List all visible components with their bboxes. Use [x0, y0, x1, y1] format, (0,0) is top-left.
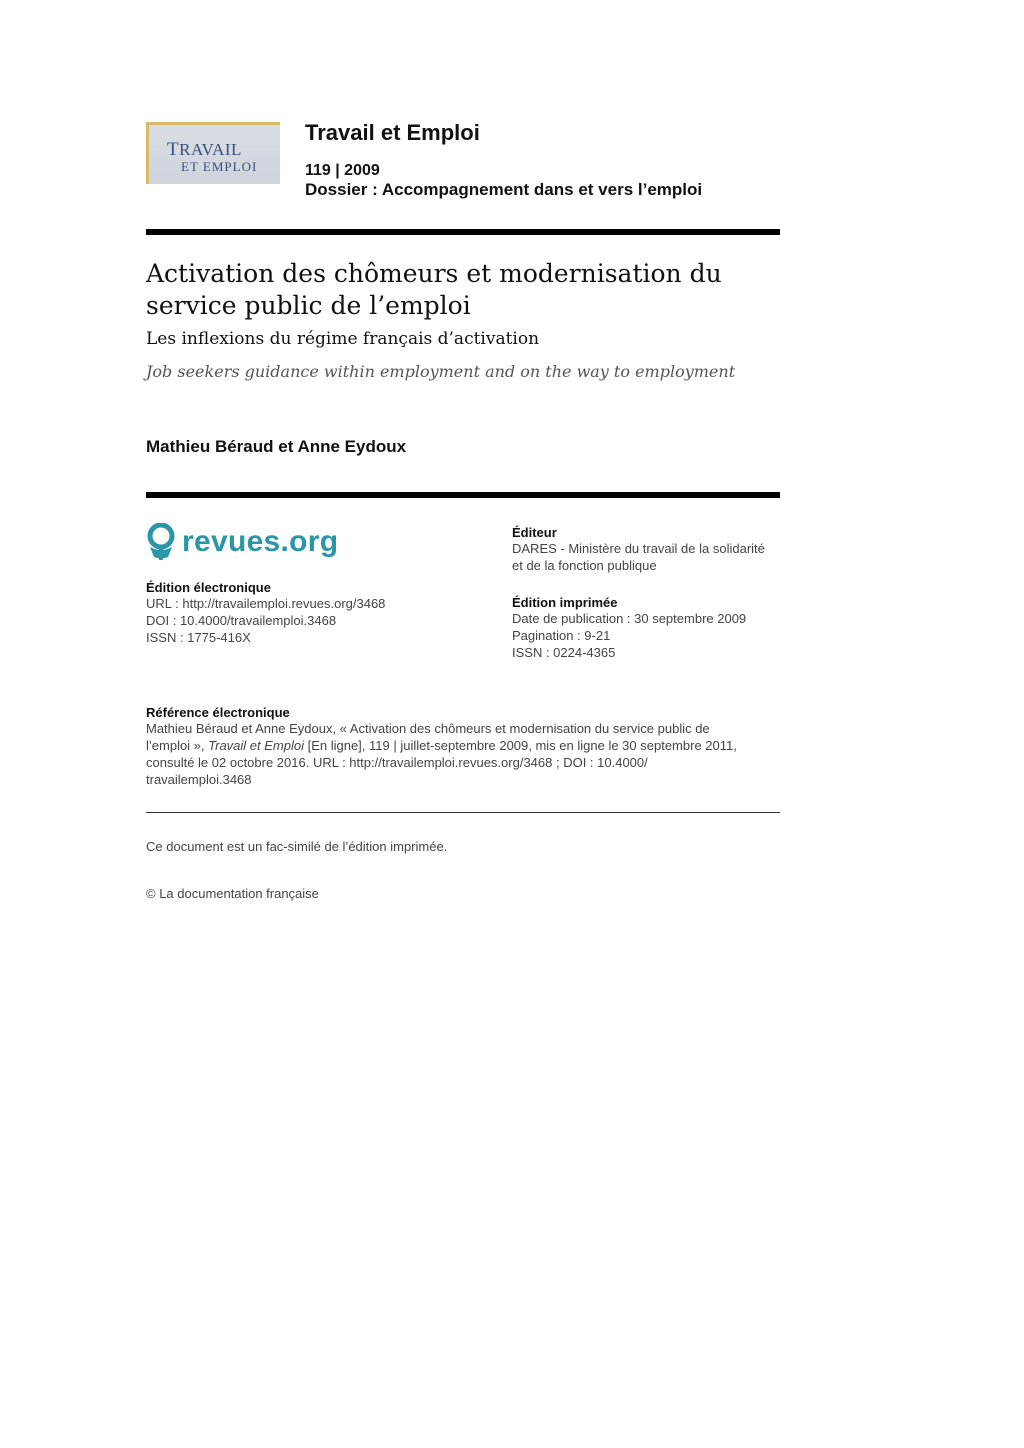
reference-line2: l’emploi », Travail et Emploi [En ligne], 119 | juillet-septembre 2009, mis en ligne le 30 septembre 2011,: [146, 738, 737, 753]
reference-line1: Mathieu Béraud et Anne Eydoux, « Activation des chômeurs et modernisation du service public de: [146, 721, 710, 736]
bottom-rule: [146, 812, 780, 813]
top-rule: [146, 229, 780, 235]
reference-journal-italic: Travail et Emploi: [208, 738, 304, 753]
journal-logo: [146, 122, 280, 184]
edition-imprimee-pagination: Pagination : 9-21: [512, 628, 611, 643]
facsimile-note: Ce document est un fac-similé de l’édition imprimée.: [146, 839, 448, 854]
article-title: Activation des chômeurs et modernisation du service public de l’emploi: [146, 259, 722, 320]
reference-label: Référence électronique: [146, 705, 290, 720]
issue-number: 119 | 2009: [305, 162, 380, 179]
reference-line4: travailemploi.3468: [146, 772, 252, 787]
authors: Mathieu Béraud et Anne Eydoux: [146, 437, 407, 456]
editeur: [512, 525, 782, 574]
editeur-label: Éditeur: [512, 525, 557, 540]
translated-title: Job seekers guidance within employment and on the way to employment: [146, 362, 736, 381]
edition-electronique-doi[interactable]: DOI : 10.4000/travailemploi.3468: [146, 613, 337, 628]
journal-logo-line2: ET EMPLOI: [181, 159, 258, 174]
journal-title: Travail et Emploi: [305, 120, 480, 145]
journal-logo-line1: TRAVAIL: [167, 139, 242, 160]
revues-org-logo-icon: [146, 523, 176, 561]
edition-imprimee: [512, 595, 782, 661]
reference-electronique: [146, 705, 780, 788]
editeur-line2: et de la fonction publique: [512, 558, 657, 573]
edition-electronique-label: Édition électronique: [146, 580, 271, 595]
edition-electronique-url[interactable]: URL : http://travailemploi.revues.org/3468: [146, 596, 386, 611]
dossier-title: Dossier : Accompagnement dans et vers l’emploi: [305, 180, 703, 199]
reference-line3[interactable]: consulté le 02 octobre 2016. URL : http://travailemploi.revues.org/3468 ; DOI : 10.4000/: [146, 755, 648, 770]
edition-imprimee-issn: ISSN : 0224-4365: [512, 645, 616, 660]
editeur-line1: DARES - Ministère du travail de la solidarité: [512, 541, 765, 556]
edition-electronique-issn: ISSN : 1775-416X: [146, 630, 251, 645]
edition-imprimee-date: Date de publication : 30 septembre 2009: [512, 611, 747, 626]
revues-org-logo-text: revues.org: [182, 525, 339, 558]
middle-rule: [146, 492, 780, 498]
article-subtitle: Les inflexions du régime français d’activation: [146, 329, 540, 349]
copyright-note: © La documentation française: [146, 886, 319, 901]
edition-imprimee-label: Édition imprimée: [512, 595, 618, 610]
revues-org-logo: [146, 522, 338, 562]
edition-electronique: [146, 580, 385, 646]
